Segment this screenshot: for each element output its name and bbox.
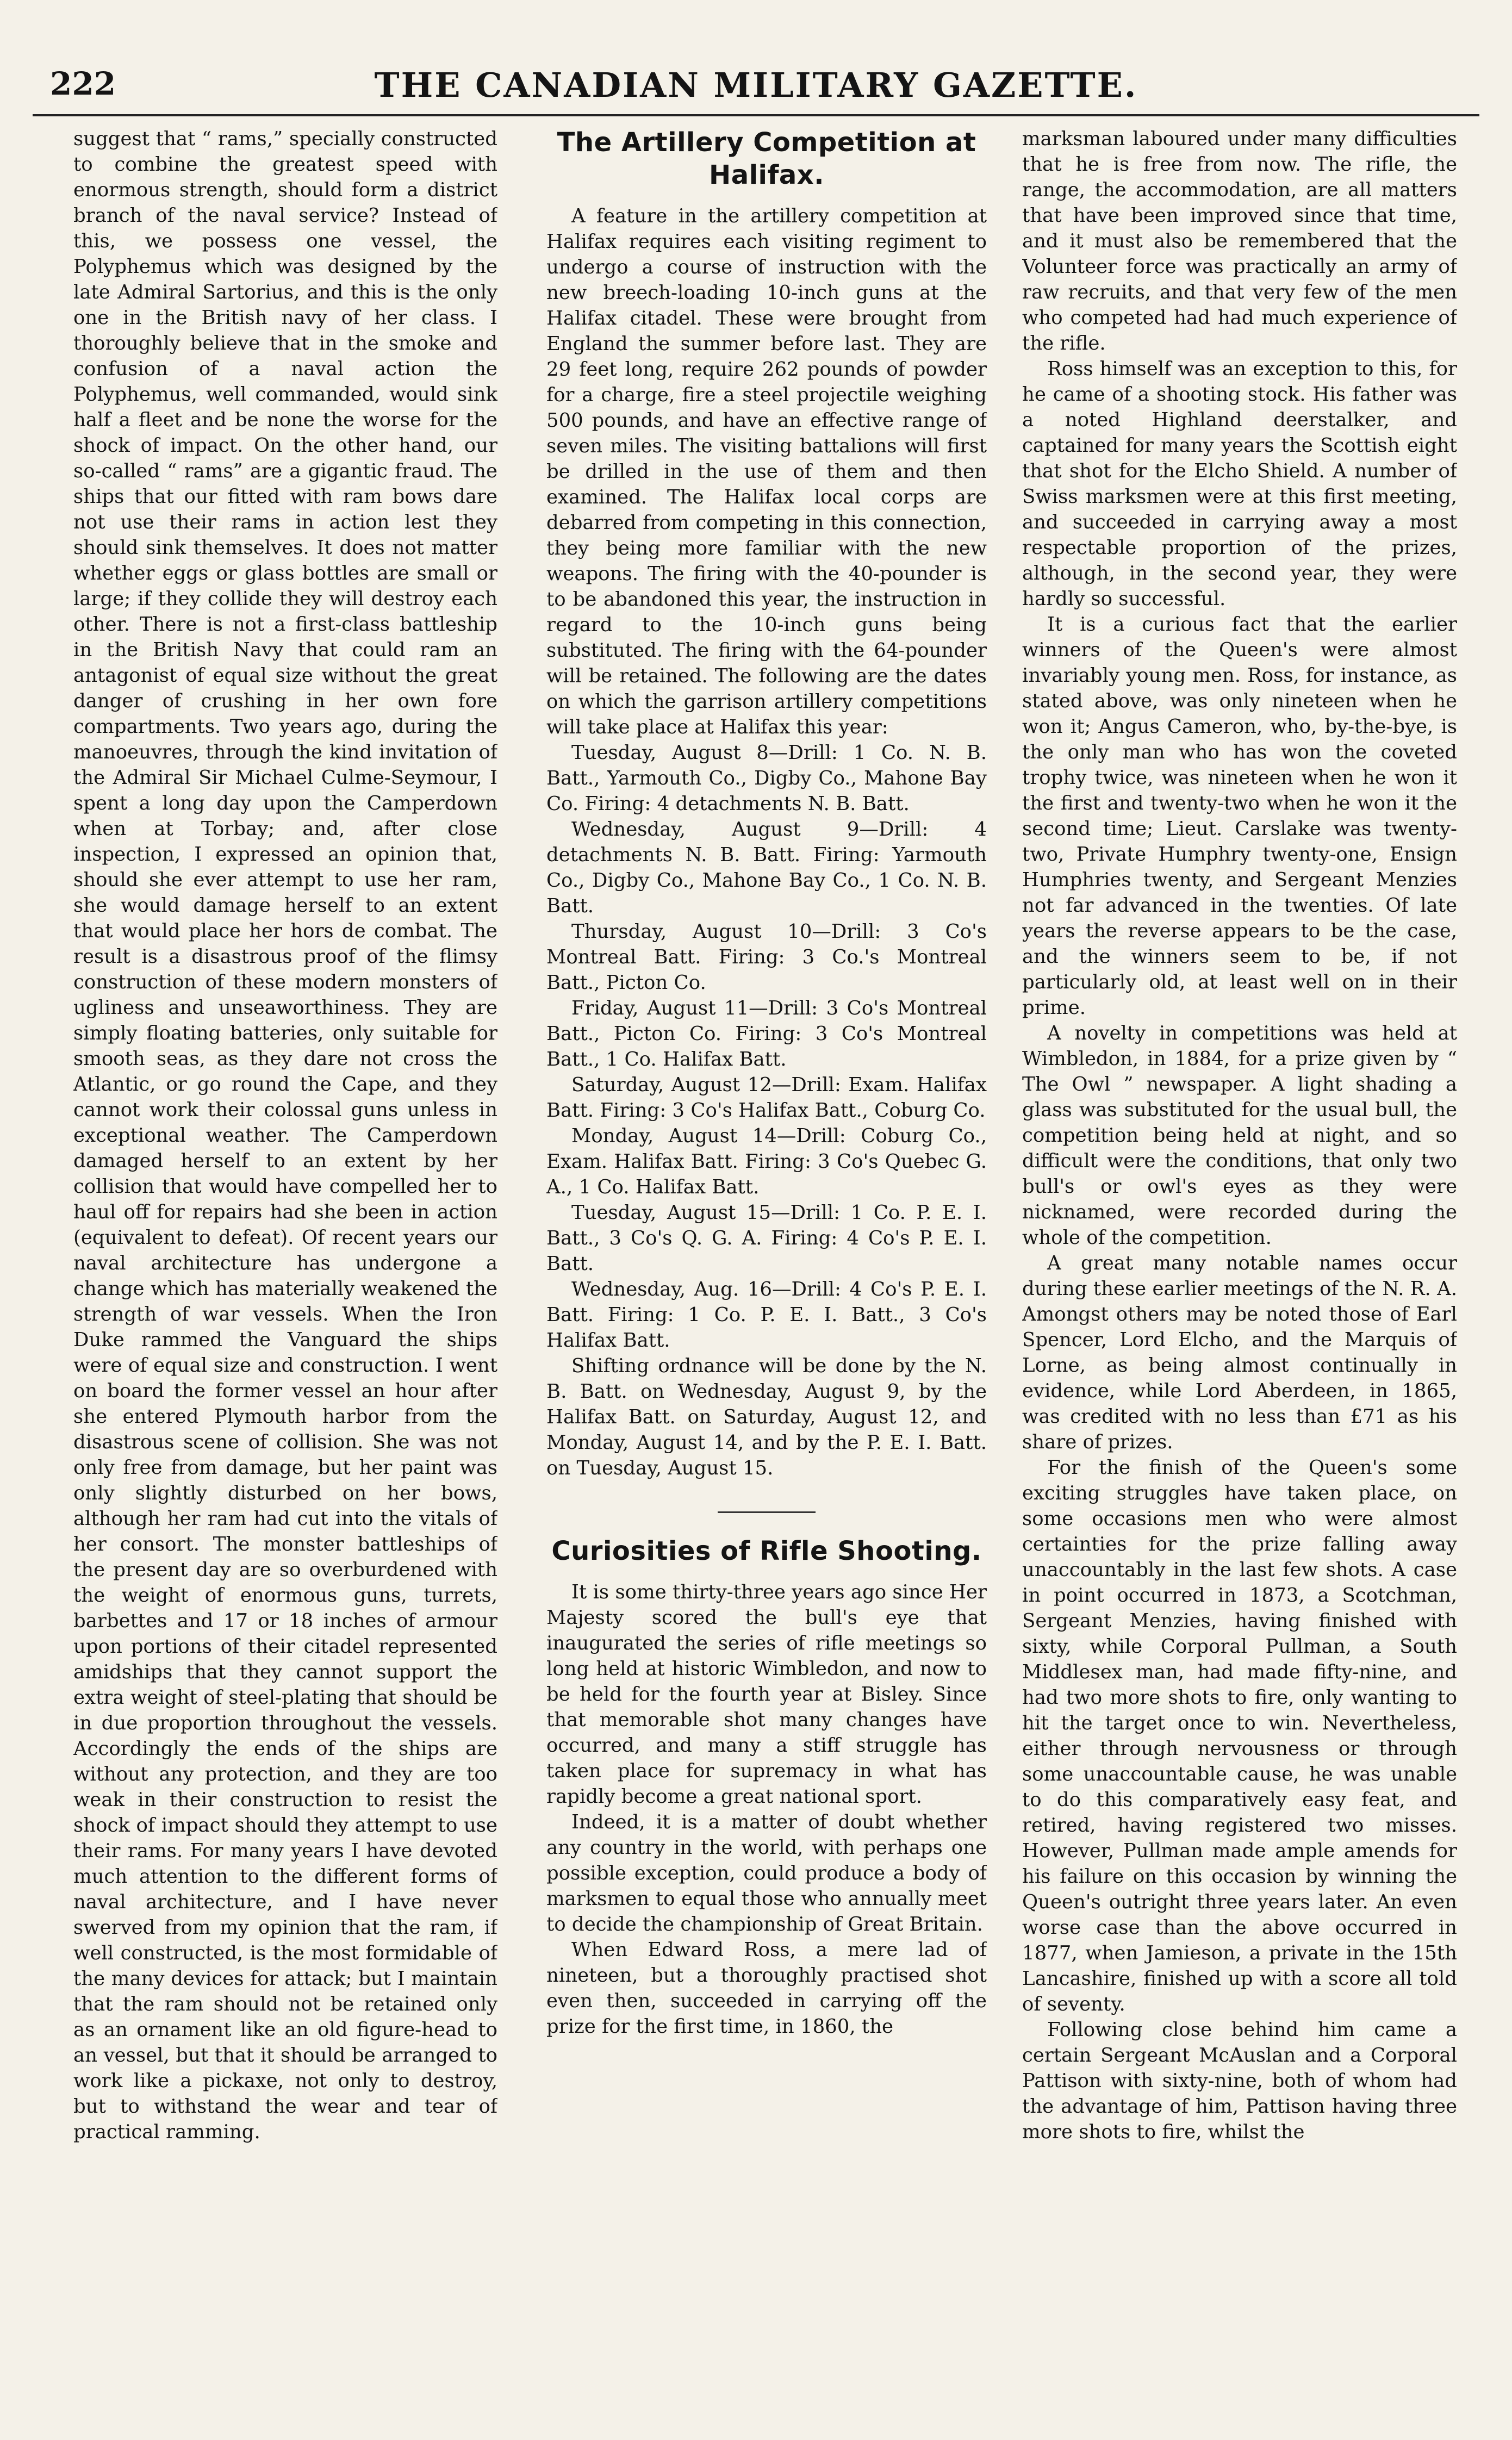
article-headline-artillery: The Artillery Competition at Halifax. [557,127,976,190]
paragraph: Indeed, it is a matter of doubt whether any country in the world, with perhaps one possible exception, could produce a body of marksmen to equal those who annually meet to decide the championship of Great Britain. [546,1811,987,1935]
column-3 [1022,126,1457,2418]
page-header [33,60,1479,116]
column-2 [546,126,987,2418]
publication-title: THE CANADIAN MILITARY GAZETTE. [374,65,1138,105]
schedule-entry: Saturday, August 12—Drill: Exam. Halifax Batt. Firing: 3 Co's Halifax Batt., Coburg Co. [546,1074,987,1122]
page-number: 222 [50,65,116,102]
paragraph: It is some thirty-three years ago since Her Majesty scored the bull's eye that inaugurated the series of rifle meetings so long held at historic Wimbledon, and now to be held for the fourth year at Bisley. Since that memorable shot many changes have occurred, and many a stiff struggle has taken place for supremacy in what has rapidly become a great national sport. [546,1581,987,1808]
schedule-entry: Wednesday, Aug. 16—Drill: 4 Co's P. E. I. Batt. Firing: 1 Co. P. E. I. Batt., 3 Co's Halifax Batt. [546,1278,987,1352]
paragraph: Following close behind him came a certain Sergeant McAuslan and a Corporal Pattison with sixty-nine, both of whom had the advantage of him, Pattison having three more shots to fire, whilst the [1022,2019,1457,2143]
schedule-entry: Monday, August 14—Drill: Coburg Co., Exam. Halifax Batt. Firing: 3 Co's Quebec G. A., 1 Co. Halifax Batt. [546,1125,987,1198]
article-headline-rifle-shooting: Curiosities of Rifle Shooting. [551,1536,982,1566]
paragraph: When Edward Ross, a mere lad of nineteen, but a thoroughly practised shot even then, succeeded in carrying off the prize for the first time, in 1860, the [546,1939,987,2038]
paragraph: It is a curious fact that the earlier winners of the Queen's were almost invariably young men. Ross, for instance, as stated above, was only nineteen when he won it; Angus Cameron, who, by-the-bye, is the only man who has won the coveted trophy twice, was nineteen when he won it the first and twenty-two when he won it the second time; Lieut. Carslake was twenty-two, Private Humphry twenty-one, Ensign Humphries twenty, and Sergeant Menzies not far advanced in the twenties. Of late years the reverse appears to be the case, and the winners seem to be, if not particularly old, at least well on in their prime. [1022,613,1457,1019]
column-1 [73,126,497,2418]
schedule-entry: Friday, August 11—Drill: 3 Co's Montreal Batt., Picton Co. Firing: 3 Co's Montreal Batt., 1 Co. Halifax Batt. [546,997,987,1070]
paragraph: Shifting ordnance will be done by the N. B. Batt. on Wednesday, August 9, by the Halifax Batt. on Saturday, August 12, and Monday, August 14, and by the P. E. I. Batt. on Tuesday, August 15. [546,1355,987,1479]
paragraph: marksman laboured under many difficulties that he is free from now. The rifle, the range, the accommodation, are all matters that have been improved since that time, and it must also be remembered that the Volunteer force was practically an army of raw recruits, and that very few of the men who competed had had much experience of the rifle. [1022,128,1457,354]
schedule-entry: Wednesday, August 9—Drill: 4 detachments N. B. Batt. Firing: Yarmouth Co., Digby Co., Mahone Bay Co., 1 Co. N. B. Batt. [546,818,987,917]
article-separator [718,1511,816,1513]
paragraph: For the finish of the Queen's some exciting struggles have taken place, on some occasions men who were almost certainties for the prize falling away unaccountably in the last few shots. A case in point occurred in 1873, a Scotchman, Sergeant Menzies, having finished with sixty, while Corporal Pullman, a South Middlesex man, had made fifty-nine, and had two more shots to fire, only wanting to hit the target once to win. Nevertheless, either through nervousness or through some unaccountable cause, he was unable to do this comparatively easy feat, and retired, having registered two misses. However, Pullman made ample amends for his failure on this occasion by winning the Queen's outright three years later. An even worse case than the above occurred in 1877, when Jamieson, a private in the 15th Lancashire, finished up with a score all told of seventy. [1022,1456,1457,2015]
paragraph: suggest that “ rams,” specially constructed to combine the greatest speed with enormous strength, should form a district branch of the naval service? Instead of this, we possess one vessel, the Polyphemus which was designed by the late Admiral Sartorius, and this is the only one in the British navy of her class. I thoroughly believe that in the smoke and confusion of a naval action the Polyphemus, well commanded, would sink half a fleet and be none the worse for the shock of impact. On the other hand, our so-called “ rams” are a gigantic fraud. The ships that our fitted with ram bows dare not use their rams in action lest they should sink themselves. It does not matter whether eggs or glass bottles are small or large; if they collide they will destroy each other. There is not a first-class battleship in the British Navy that could ram an antagonist of equal size without the great danger of crushing in her own fore compartments. Two years ago, during the manoeuvres, through the kind invitation of the Admiral Sir Michael Culme-Seymour, I spent a long day upon the Camperdown when at Torbay; and, after close inspection, I expressed an opinion that, should she ever attempt to use her ram, she would damage herself to an extent that would place her hors de combat. The result is a disastrous proof of the flimsy construction of these modern monsters of ugliness and unseaworthiness. They are simply floating batteries, only suitable for smooth seas, as they dare not cross the Atlantic, or go round the Cape, and they cannot work their colossal guns unless in exceptional weather. The Camperdown damaged herself to an extent by her collision that would have compelled her to haul off for repairs had she been in action (equivalent to defeat). Of recent years our naval architecture has undergone a change which has materially weakened the strength of war vessels. When the Iron Duke rammed the Vanguard the ships were of equal size and construction. I went on board the former vessel an hour after she entered Plymouth harbor from the disastrous scene of collision. She was not only free from damage, but her paint was only slightly disturbed on her bows, although her ram had cut into the vitals of her consort. The monster battleships of the present day are so overburdened with the weight of enormous guns, turrets, barbettes and 17 or 18 inches of armour upon portions of their citadel represented amidships that they cannot support the extra weight of steel-plating that should be in due proportion throughout the vessels. Accordingly the ends of the ships are without any protection, and they are too weak in their construction to resist the shock of impact should they attempt to use their rams. For many years I have devoted much attention to the different forms of naval architecture, and I have never swerved from my opinion that the ram, if well constructed, is the most formidable of the many devices for attack; but I maintain that the ram should not be retained only as an ornament like an old figure-head to an vessel, but that it should be arranged to work like a pickaxe, not only to destroy, but to withstand the wear and tear of practical ramming. [73,128,497,2143]
schedule-entry: Thursday, August 10—Drill: 3 Co's Montreal Batt. Firing: 3 Co.'s Montreal Batt., Picton Co. [546,920,987,994]
paragraph: Ross himself was an exception to this, for he came of a shooting stock. His father was a noted Highland deerstalker, and captained for many years the Scottish eight that shot for the Elcho Shield. A number of Swiss marksmen were at this first meeting, and succeeded in carrying away a most respectable proportion of the prizes, although, in the second year, they were hardly so successful. [1022,358,1457,610]
paragraph: A great many notable names occur during these earlier meetings of the N. R. A. Amongst others may be noted those of Earl Spencer, Lord Elcho, and the Marquis of Lorne, as being almost continually in evidence, while Lord Aberdeen, in 1865, was credited with no less than £71 as his share of prizes. [1022,1252,1457,1453]
paragraph: A feature in the artillery competition at Halifax requires each visiting regiment to undergo a course of instruction with the new breech-loading 10-inch guns at the Halifax citadel. These were brought from England the summer before last. They are 29 feet long, require 262 pounds of powder for a charge, fire a steel projectile weighing 500 pounds, and have an effective range of seven miles. The visiting battalions will first be drilled in the use of them and then examined. The Halifax local corps are debarred from competing in this connection, they being more familiar with the new weapons. The firing with the 40-pounder is to be abandoned this year, the instruction in regard to the 10-inch guns being substituted. The firing with the 64-pounder will be retained. The following are the dates on which the garrison artillery competitions will take place at Halifax this year: [546,205,987,738]
schedule-entry: Tuesday, August 15—Drill: 1 Co. P. E. I. Batt., 3 Co's Q. G. A. Firing: 4 Co's P. E. I. Batt. [546,1202,987,1275]
paragraph: A novelty in competitions was held at Wimbledon, in 1884, for a prize given by “ The Owl ” newspaper. A light shading a glass was substituted for the usual bull, the competition being held at night, and so difficult were the conditions, that only two bull's or owl's eyes as they were nicknamed, were recorded during the whole of the competition. [1022,1022,1457,1249]
schedule-entry: Tuesday, August 8—Drill: 1 Co. N. B. Batt., Yarmouth Co., Digby Co., Mahone Bay Co. Firing: 4 detachments N. B. Batt. [546,742,987,815]
